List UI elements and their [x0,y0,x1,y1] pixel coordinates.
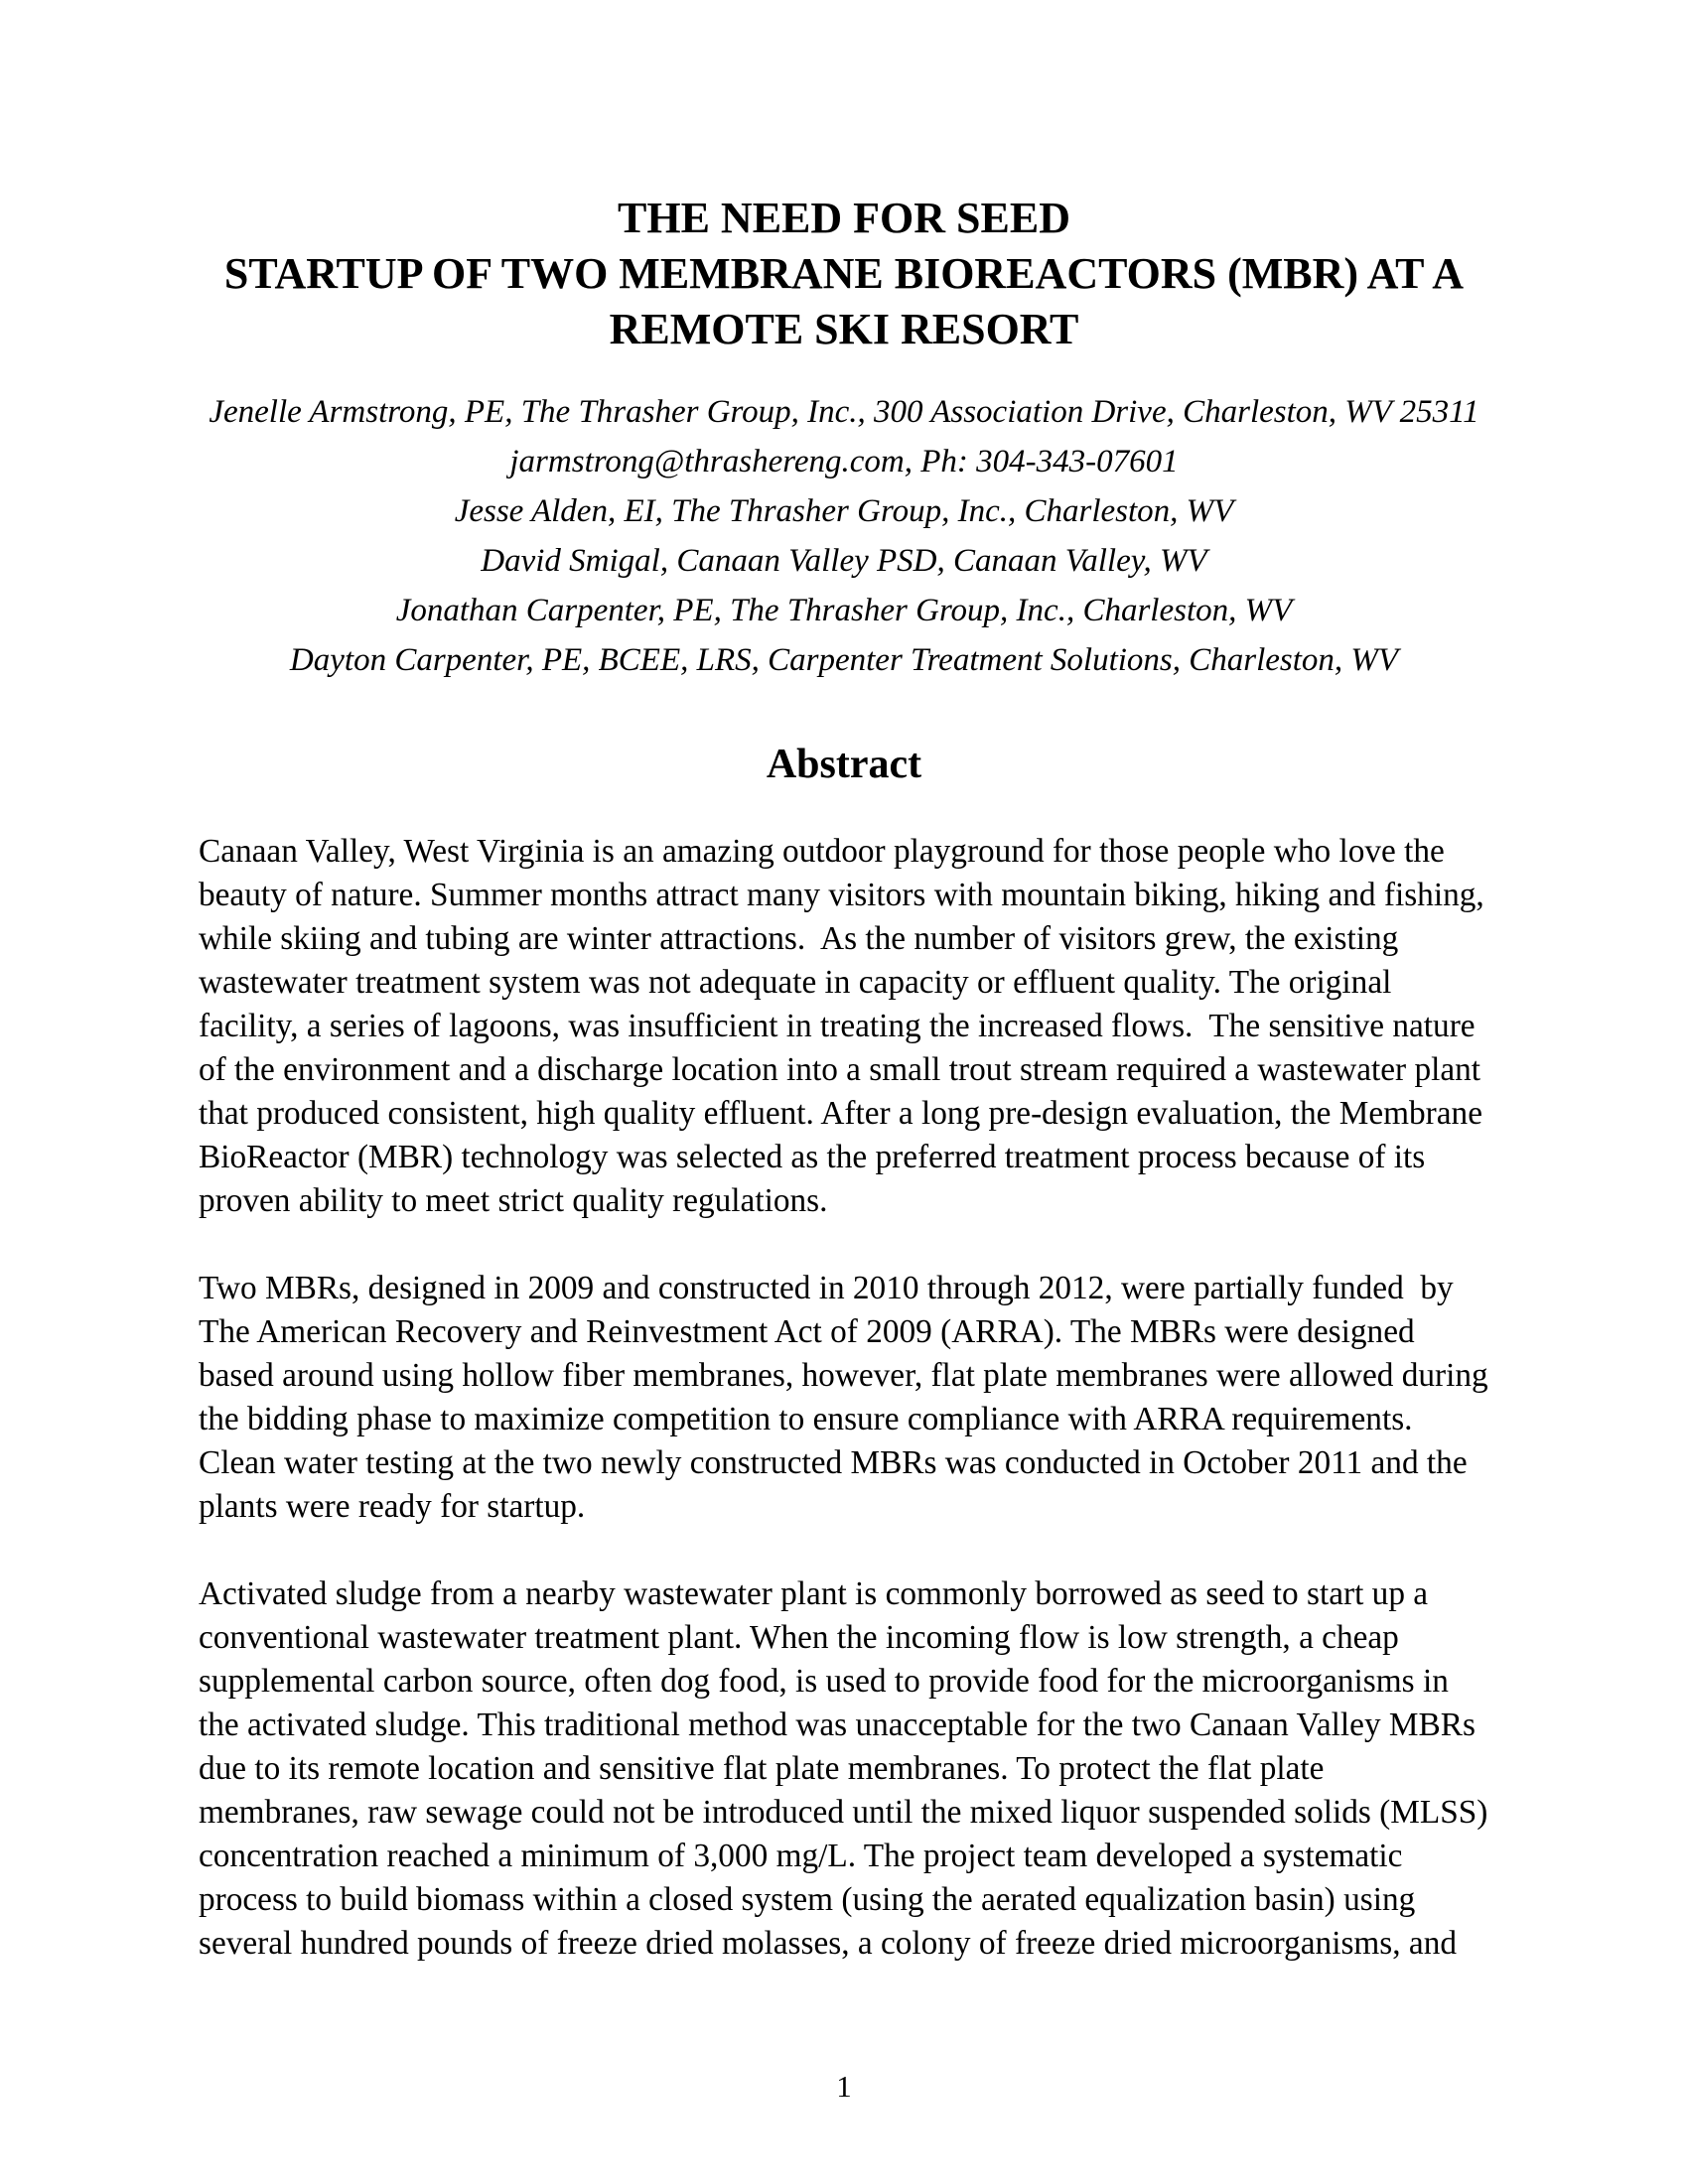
abstract-paragraph-2: Two MBRs, designed in 2009 and constructed in 2010 through 2012, were partially funded by The American Recovery and Reinvestment Act of 2009 (ARRA). The MBRs were designed based around using hollow fiber membranes, however, flat plate membranes were allowed during the bidding phase to maximize competition to ensure compliance with ARRA requirements. Clean water testing at the two newly constructed MBRs was conducted in October 2011 and the plants were ready for startup. [199,1270,1497,1525]
author-block [199,387,1489,685]
paper-title-line-2: STARTUP OF TWO MEMBRANE BIOREACTORS (MBR) AT A [223,249,1465,298]
abstract-paragraph-1: Canaan Valley, West Virginia is an amazing outdoor playground for those people who love the beauty of nature. Summer months attract many visitors with mountain biking, hiking and fishing, while skiing and tubing are winter attractions. As the number of visitors grew, the existing wastewater treatment system was not adequate in capacity or effluent quality. The original facility, a series of lagoons, was insufficient in treating the increased flows. The sensitive nature of the environment and a discharge location into a small trout stream required a wastewater plant that produced consistent, high quality effluent. After a long pre-design evaluation, the Membrane BioReactor (MBR) technology was selected as the preferred treatment process because of its proven ability to meet strict quality regulations. [199,833,1493,1219]
author-contact-line: jarmstrong@thrashereng.com, Ph: 304-343-07601 [509,444,1179,479]
author-line-1: Jenelle Armstrong, PE, The Thrasher Group, Inc., 300 Association Drive, Charleston, WV 25311 [209,394,1479,430]
abstract-paragraph-3: Activated sludge from a nearby wastewater plant is commonly borrowed as seed to start up a conventional wastewater treatment plant. When the incoming flow is low strength, a cheap supplemental carbon source, often dog food, is used to provide food for the microorganisms in the activated sludge. This traditional method was unacceptable for the two Canaan Valley MBRs due to its remote location and sensitive flat plate membranes. To protect the flat plate membranes, raw sewage could not be introduced until the mixed liquor suspended solids (MLSS) concentration reached a minimum of 3,000 mg/L. The project team developed a systematic process to build biomass within a closed system (using the aerated equalization basin) using several hundred pounds of freeze dried molasses, a colony of freeze dried microorganisms, and [199,1575,1496,1962]
abstract-heading: Abstract [766,742,922,787]
author-line-2: Jesse Alden, EI, The Thrasher Group, Inc., Charleston, WV [454,493,1234,529]
paper-title-line-1: THE NEED FOR SEED [618,194,1070,242]
page-number: 1 [836,2069,852,2104]
paper-title [199,191,1489,357]
author-line-4: Jonathan Carpenter, PE, The Thrasher Group, Inc., Charleston, WV [395,593,1293,628]
author-line-3: David Smigal, Canaan Valley PSD, Canaan Valley, WV [481,543,1207,579]
paper-title-line-3: REMOTE SKI RESORT [609,305,1079,353]
author-line-5: Dayton Carpenter, PE, BCEE, LRS, Carpenter Treatment Solutions, Charleston, WV [289,642,1399,678]
